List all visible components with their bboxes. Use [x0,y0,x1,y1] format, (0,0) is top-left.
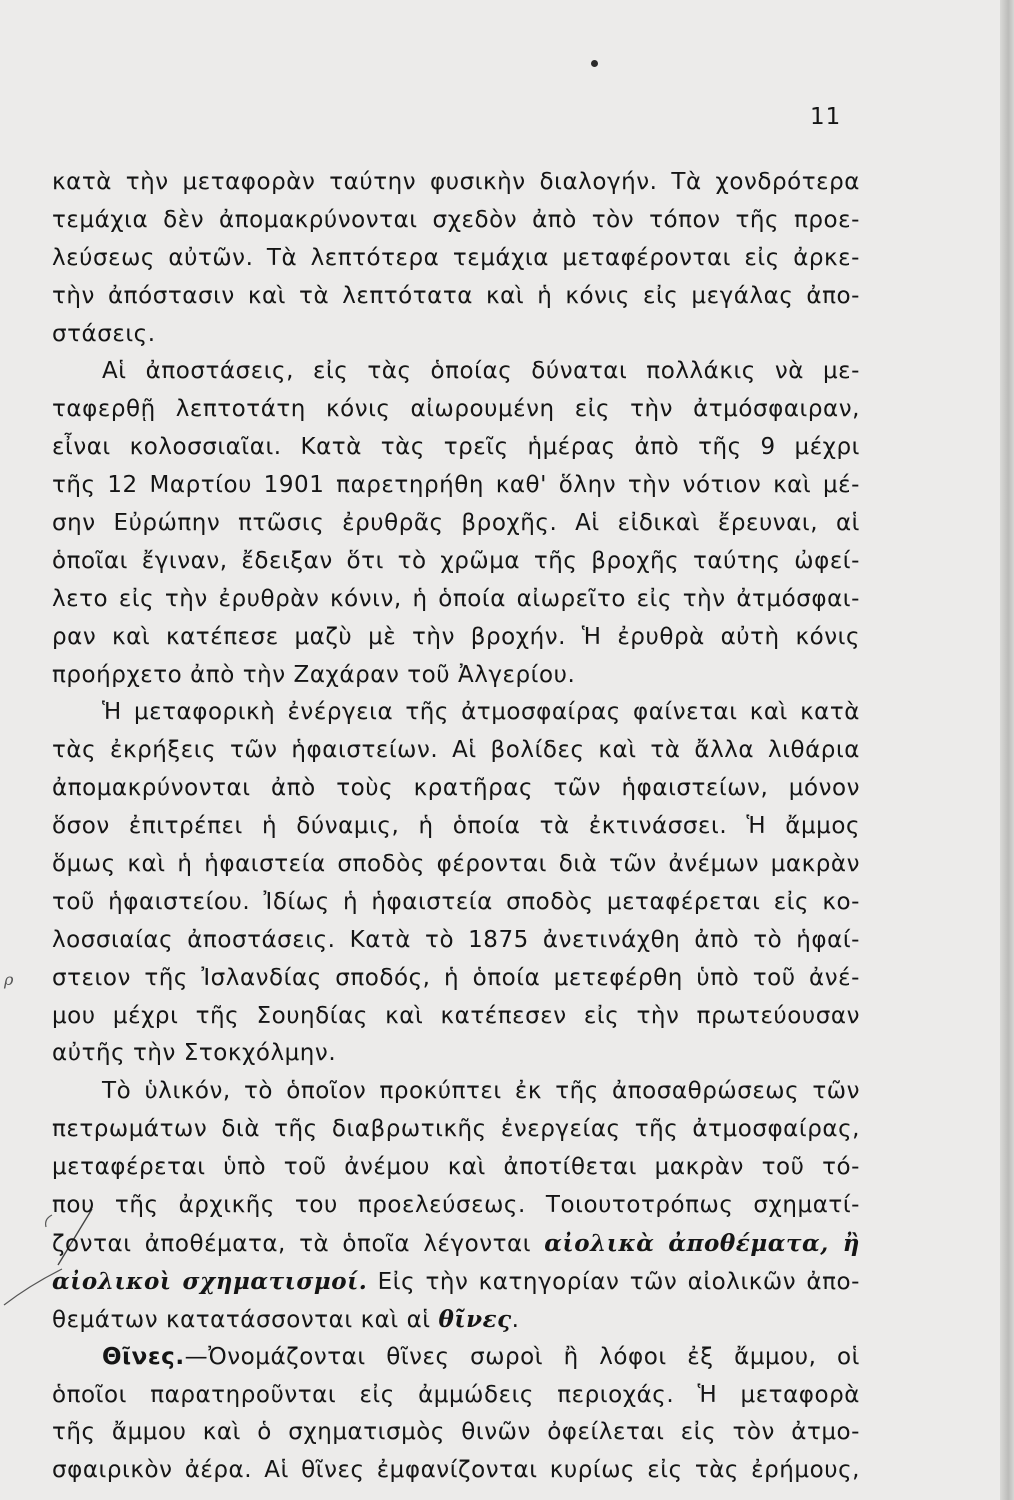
text-line: λετο εἰς τὴν ἐρυθρὰν κόνιν, ἡ ὁποία αἰωρεῖτο εἰς τὴν ἀτμόσφαι- [52,585,860,612]
text-run: θεμάτων κατατάσσονται καὶ αἱ [52,1306,439,1333]
ink-dot [591,60,598,67]
text-line: Αἱ ἀποστάσεις, εἰς τὰς ὁποίας δύναται πολλάκις νὰ με- [102,358,860,385]
text-line: ἀπομακρύνονται ἀπὸ τοὺς κρατῆρας τῶν ἡφαιστείων, μόνον [52,775,860,802]
text-line: λοσσιαίας ἀποστάσεις. Κατὰ τὸ 1875 ἀνετινάχθη ἀπὸ τὸ ἡφαί- [52,926,860,953]
text-line: μεταφέρεται ὑπὸ τοῦ ἀνέμου καὶ ἀποτίθεται μακρὰν τοῦ τό- [52,1154,860,1181]
term-dunes: θῖνες [438,1305,512,1333]
text-line: τοῦ ἡφαιστείου. Ἰδίως ἡ ἡφαιστεία σποδὸς μεταφέρεται εἰς κο- [52,888,860,915]
text-line: πετρωμάτων διὰ τῆς διαβρωτικῆς ἐνεργείας τῆς ἀτμοσφαίρας, [52,1116,860,1143]
text-run: Εἰς τὴν κατηγορίαν τῶν αἰολικῶν ἀπο- [367,1268,860,1295]
text-line [52,1263,860,1301]
text-line: σην Εὐρώπην πτῶσις ἐρυθρᾶς βροχῆς. Αἱ εἰδικαὶ ἔρευναι, αἱ [52,510,860,537]
text-run: ζονται ἀποθέματα, τὰ ὁποῖα λέγονται [52,1230,545,1257]
text-line [52,1301,860,1339]
text-line: σφαιρικὸν ἀέρα. Αἱ θῖνες ἐμφανίζονται κυρίως εἰς τὰς ἐρήμους, [52,1457,860,1484]
text-line: προήρχετο ἀπὸ τὴν Ζαχάραν τοῦ Ἀλγερίου. [52,661,576,688]
text-line: τὴν ἀπόστασιν καὶ τὰ λεπτότατα καὶ ἡ κόνις εἰς μεγάλας ἀπο- [52,282,860,309]
text-line: Τὸ ὑλικόν, τὸ ὁποῖον προκύπτει ἐκ τῆς ἀποσαθρώσεως τῶν [102,1078,860,1105]
text-line: που τῆς ἀρχικῆς του προελεύσεως. Τοιουτοτρόπως σχηματί- [52,1192,860,1219]
text-line: ὁποῖαι ἔγιναν, ἔδειξαν ὅτι τὸ χρῶμα τῆς βροχῆς ταύτης ὠφεί- [52,547,860,574]
term-aeolian-formations: αἰολικοὶ σχηματισμοί. [52,1267,368,1295]
text-line: τεμάχια δὲν ἀπομακρύνονται σχεδὸν ἀπὸ τὸν τόπον τῆς προε- [52,206,860,233]
page-edge-shadow [1000,0,1014,1500]
text-line: αὐτῆς τὴν Στοκχόλμην. [52,1040,337,1067]
page-number: 11 [810,104,842,130]
text-line: στειον τῆς Ἰσλανδίας σποδός, ἡ ὁποία μετεφέρθη ὑπὸ τοῦ ἀνέ- [52,964,860,991]
term-aeolian-deposits: αἰολικὰ ἀποθέματα, ἢ [544,1229,860,1257]
text-line: λεύσεως αὐτῶν. Τὰ λεπτότερα τεμάχια μεταφέρονται εἰς ἀρκε- [52,244,860,271]
text-run: . [511,1306,520,1333]
text-line: τῆς ἄμμου καὶ ὁ σχηματισμὸς θινῶν ὀφείλεται εἰς τὸν ἀτμο- [52,1419,860,1446]
body-text [52,164,860,1490]
text-line: τὰς ἐκρήξεις τῶν ἡφαιστείων. Αἱ βολίδες καὶ τὰ ἄλλα λιθάρια [52,737,860,764]
text-line [52,1225,860,1263]
section-heading-dunes: Θῖνες. [102,1343,185,1370]
text-line: εἶναι κολοσσιαῖαι. Κατὰ τὰς τρεῖς ἡμέρας ἀπὸ τῆς 9 μέχρι [52,434,860,461]
text-line: ὅμως καὶ ἡ ἡφαιστεία σποδὸς φέρονται διὰ τῶν ἀνέμων μακρὰν [52,851,860,878]
margin-mark: ρ [4,970,14,989]
text-line: Ἡ μεταφορικὴ ἐνέργεια τῆς ἀτμοσφαίρας φαίνεται καὶ κατὰ [102,699,860,726]
text-run: —Ὀνομάζονται θῖνες σωροὶ ἢ λόφοι ἐξ ἄμμου, οἱ [184,1343,860,1370]
text-line: μου μέχρι τῆς Σουηδίας καὶ κατέπεσεν εἰς τὴν πρωτεύουσαν [52,1002,860,1029]
text-line: ραν καὶ κατέπεσε μαζὺ μὲ τὴν βροχήν. Ἡ ἐρυθρὰ αὐτὴ κόνις [52,623,860,650]
text-line: ταφερθῇ λεπτοτάτη κόνις αἰωρουμένη εἰς τὴν ἀτμόσφαιραν, [52,396,860,423]
text-line: κατὰ τὴν μεταφορὰν ταύτην φυσικὴν διαλογήν. Τὰ χονδρότερα [52,169,860,195]
text-line [52,1339,860,1377]
text-line: ὁποῖοι παρατηροῦνται εἰς ἀμμώδεις περιοχάς. Ἡ μεταφορὰ [52,1381,860,1408]
text-line: ὅσον ἐπιτρέπει ἡ δύναμις, ἡ ὁποία τὰ ἐκτινάσσει. Ἡ ἄμμος [52,813,860,840]
text-line: τῆς 12 Μαρτίου 1901 παρετηρήθη καθ' ὅλην τὴν νότιον καὶ μέ- [52,472,860,499]
text-line: στάσεις. [52,320,156,347]
